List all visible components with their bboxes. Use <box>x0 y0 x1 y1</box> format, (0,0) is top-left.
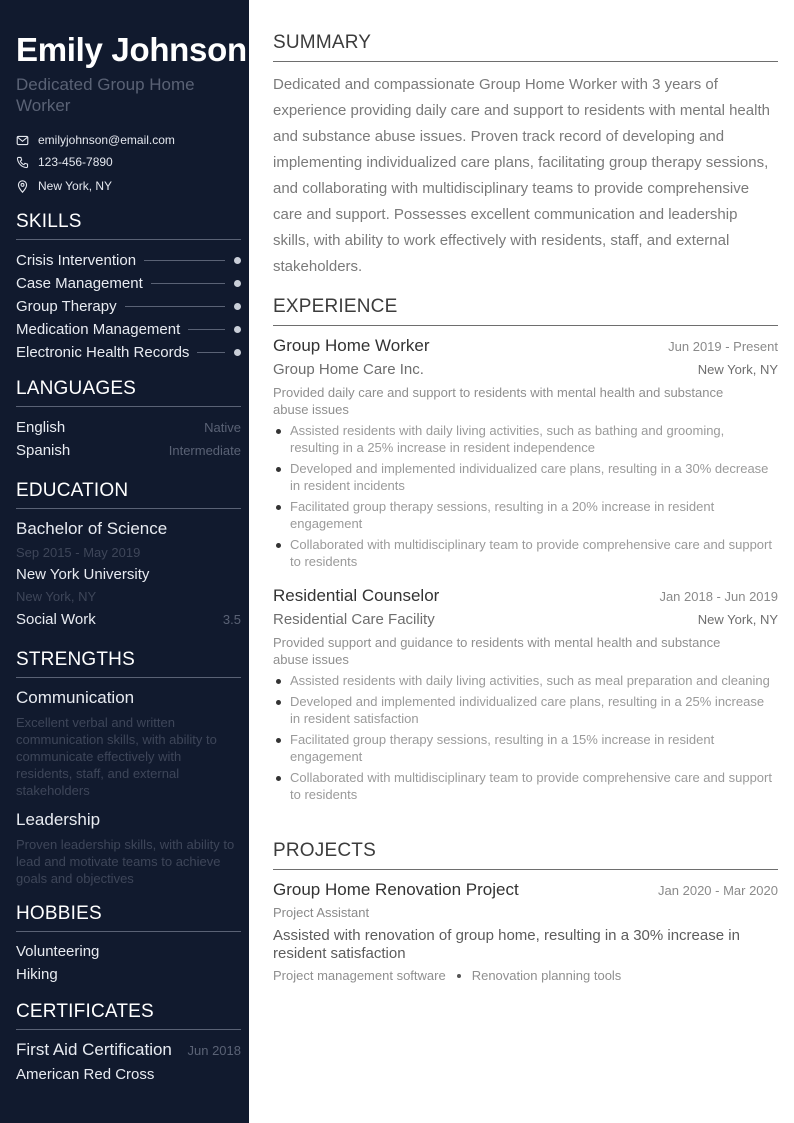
project-tools <box>273 968 621 983</box>
skill-item <box>16 319 241 339</box>
job-bullet: Facilitated group therapy sessions, resulting in a 20% increase in resident engagement <box>273 498 773 532</box>
education-dates: Sep 2015 - May 2019 <box>16 545 141 560</box>
strengths-heading: STRENGTHS <box>16 649 241 678</box>
education-school: New York University <box>16 566 150 583</box>
job-company-row <box>273 361 778 378</box>
education-degree: Bachelor of Science <box>16 519 168 538</box>
certificate-row <box>16 1040 241 1060</box>
location-text: New York, NY <box>38 179 113 193</box>
skill-item <box>16 273 241 293</box>
projects-heading: PROJECTS <box>273 840 778 870</box>
email-text: emilyjohnson@email.com <box>38 133 175 147</box>
job-bullet: Developed and implemented individualized care plans, resulting in a 25% increase in resident satisfaction <box>273 693 773 727</box>
job-dates: Jan 2018 - Jun 2019 <box>659 589 778 604</box>
contact-email[interactable] <box>16 131 175 149</box>
experience-heading: EXPERIENCE <box>273 296 778 326</box>
candidate-name: Emily Johnson <box>16 31 247 68</box>
job-bullet: Facilitated group therapy sessions, resulting in a 15% increase in resident engagement <box>273 731 773 765</box>
hobby-item: Hiking <box>16 966 58 983</box>
strength-title: Leadership <box>16 810 101 829</box>
candidate-title: Dedicated Group Home Worker <box>16 75 195 115</box>
skill-line <box>188 329 225 330</box>
skill-label: Group Therapy <box>16 297 117 315</box>
job-company-row <box>273 611 778 628</box>
skill-dot <box>234 349 241 356</box>
job-company: Residential Care Facility <box>273 611 435 628</box>
skills-heading: SKILLS <box>16 211 241 240</box>
job-location: New York, NY <box>697 362 778 377</box>
skill-item <box>16 296 241 316</box>
project-role: Project Assistant <box>273 905 370 920</box>
skill-label: Medication Management <box>16 320 181 338</box>
strength-title: Communication <box>16 688 135 707</box>
language-item <box>16 440 241 460</box>
languages-heading: LANGUAGES <box>16 378 241 407</box>
job-bullet: Collaborated with multidisciplinary team to provide comprehensive care and support to residents <box>273 769 773 803</box>
education-field: Social Work <box>16 610 96 628</box>
location-pin-icon <box>16 180 29 193</box>
main-content <box>273 0 778 1123</box>
strength-desc: Proven leadership skills, with ability to lead and motivate teams to achieve goals and objectives <box>16 837 235 886</box>
strength-desc: Excellent verbal and written communication skills, with ability to communicate effectively with residents, staff, and external stakeholders <box>16 715 217 798</box>
job-bullet: Assisted residents with daily living activities, such as bathing and grooming, resulting in a 25% increase in resident independence <box>273 422 773 456</box>
phone-text: 123-456-7890 <box>38 155 113 169</box>
skill-line <box>197 352 225 353</box>
certificate-date: Jun 2018 <box>187 1042 241 1058</box>
job-header <box>273 336 778 356</box>
skill-label: Case Management <box>16 274 143 292</box>
project-tool: Project management software <box>273 968 446 983</box>
language-item <box>16 417 241 437</box>
project-tool: Renovation planning tools <box>471 968 622 983</box>
project-header <box>273 880 778 900</box>
education-location: New York, NY <box>16 589 97 604</box>
skill-dot <box>234 280 241 287</box>
sidebar <box>0 0 249 1123</box>
hobbies-heading: HOBBIES <box>16 903 241 932</box>
contact-location <box>16 177 112 195</box>
language-level: Intermediate <box>168 442 241 458</box>
job-company: Group Home Care Inc. <box>273 361 424 378</box>
project-description: Assisted with renovation of group home, resulting in a 30% increase in resident satisfaction <box>273 927 740 962</box>
phone-icon <box>16 156 29 169</box>
summary-text: Dedicated and compassionate Group Home Worker with 3 years of experience providing daily care and support to residents with mental health and substance abuse issues. Proven track record of developing and implementing individualized care plans, facilitating group therapy sessions, and collaborating with multidisciplinary teams to provide comprehensive care and support. Possesses excellent communication and leadership skills, with ability to work effectively with residents, staff, and external stakeholders. <box>273 76 770 275</box>
summary-heading: SUMMARY <box>273 32 778 62</box>
project-dates: Jan 2020 - Mar 2020 <box>658 883 778 898</box>
job-dates: Jun 2019 - Present <box>668 339 778 354</box>
job-bullets <box>273 672 773 807</box>
skill-dot <box>234 326 241 333</box>
project-title: Group Home Renovation Project <box>273 880 519 899</box>
tool-separator <box>457 974 461 978</box>
job-bullet: Assisted residents with daily living activities, such as meal preparation and cleaning <box>273 672 773 689</box>
language-level: Native <box>204 419 241 435</box>
certificates-heading: CERTIFICATES <box>16 1001 241 1030</box>
envelope-icon <box>16 134 29 147</box>
skill-dot <box>234 303 241 310</box>
skill-item <box>16 250 241 270</box>
hobby-item: Volunteering <box>16 943 100 960</box>
language-name: English <box>16 418 66 436</box>
job-title: Residential Counselor <box>273 586 440 605</box>
job-location: New York, NY <box>697 612 778 627</box>
skill-label: Crisis Intervention <box>16 251 137 269</box>
job-title: Group Home Worker <box>273 336 430 355</box>
language-name: Spanish <box>16 441 71 459</box>
education-heading: EDUCATION <box>16 480 241 509</box>
skill-label: Electronic Health Records <box>16 343 190 361</box>
skill-item <box>16 342 241 362</box>
job-bullet: Developed and implemented individualized care plans, resulting in a 30% decrease in resident incidents <box>273 460 773 494</box>
education-field-row <box>16 609 241 629</box>
job-description: Provided support and guidance to residents with mental health and substance abuse issues <box>273 635 721 667</box>
education-gpa: 3.5 <box>222 611 241 627</box>
certificate-issuer: American Red Cross <box>16 1066 155 1083</box>
job-description: Provided daily care and support to residents with mental health and substance abuse issues <box>273 385 724 417</box>
job-bullets <box>273 422 773 574</box>
skill-line <box>144 260 225 261</box>
job-header <box>273 586 778 606</box>
contact-phone[interactable] <box>16 153 113 171</box>
skill-line <box>151 283 225 284</box>
skill-dot <box>234 257 241 264</box>
certificate-name: First Aid Certification <box>16 1040 172 1059</box>
job-bullet: Collaborated with multidisciplinary team to provide comprehensive care and support to residents <box>273 536 773 570</box>
skill-line <box>125 306 225 307</box>
